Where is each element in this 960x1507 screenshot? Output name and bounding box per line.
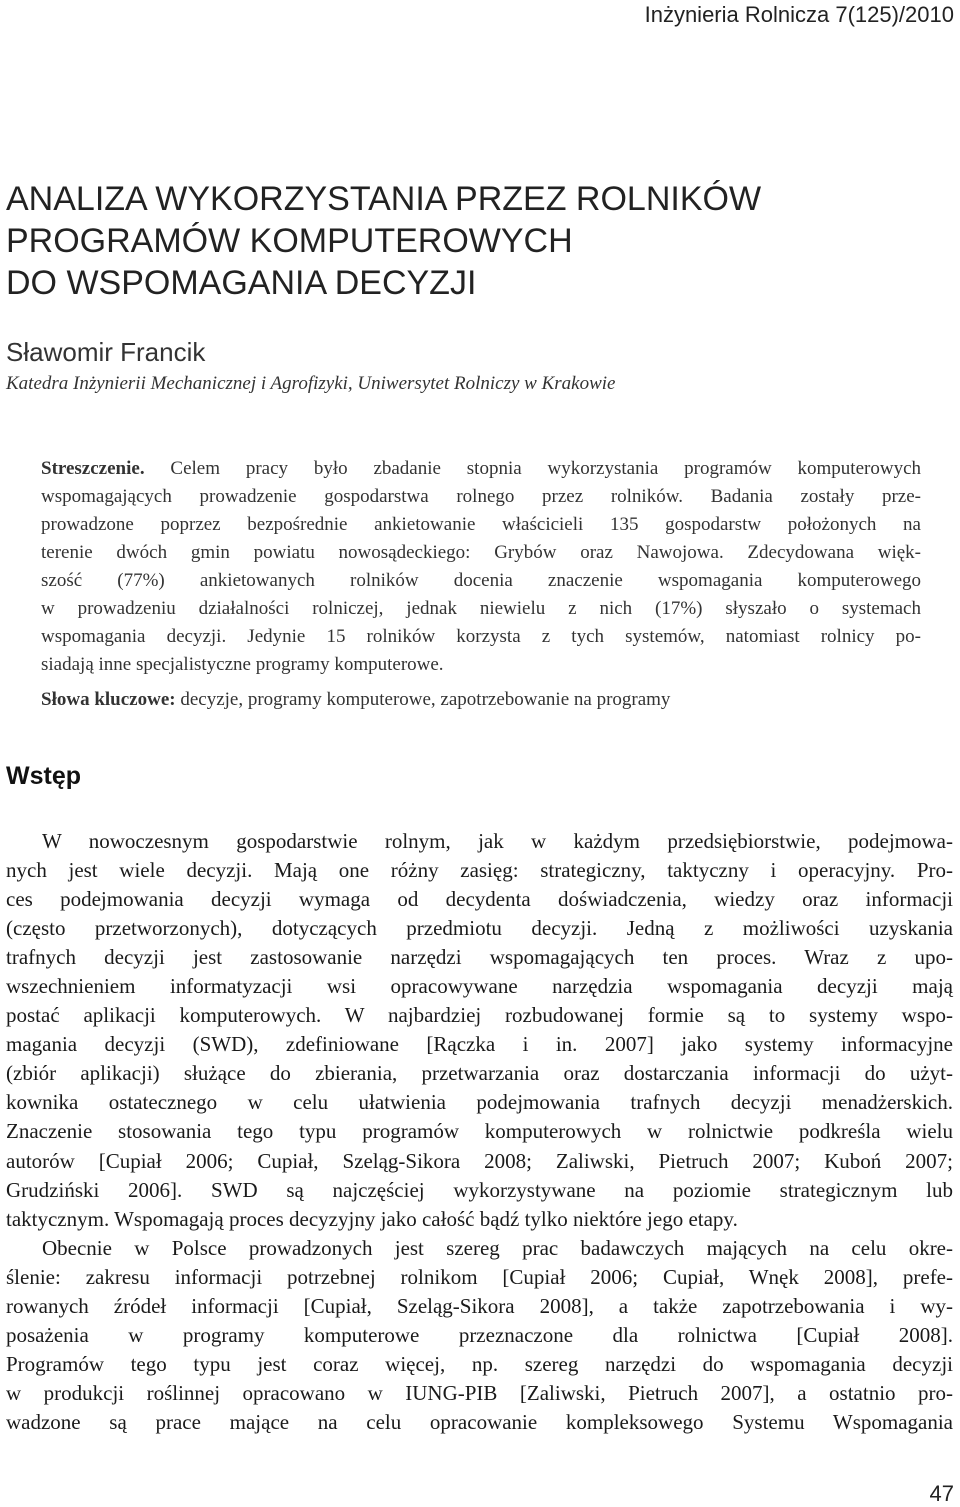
abstract-line: wspomagających prowadzenie gospodarstwa rolnego przez rolników. Badania zostały prze-: [41, 486, 921, 507]
body-line: ślenie: zakresu informacji potrzebnej rolnikom [Cupiał 2006; Cupiał, Wnęk 2008], prefe-: [6, 1264, 953, 1289]
body-line: (zbiór aplikacji) służące do zbierania, przetwarzania oraz dostarczania informacji do użyt-: [6, 1061, 953, 1086]
body-line: wadzone są prace mające na celu opracowanie kompleksowego Systemu Wspomagania: [6, 1409, 953, 1434]
author-affiliation: Katedra Inżynierii Mechanicznej i Agrofizyki, Uniwersytet Rolniczy w Krakowie: [6, 373, 616, 394]
abstract: [41, 455, 921, 679]
paper-title: [6, 178, 926, 304]
body-line: taktycznym. Wspomagają proces decyzyjny jako całość bądź tylko niektóre jego etapy.: [6, 1206, 738, 1231]
body-line: wszechnieniem informatyzacji wsi opracowywane narzędzia wspomagania decyzji mają: [6, 974, 953, 999]
section-body: [6, 827, 953, 1437]
body-line: magania decyzji (SWD), zdefiniowane [Rączka i in. 2007] jako systemy informacyjne: [6, 1032, 953, 1057]
body-line: w produkcji roślinnej opracowano w IUNG-PIB [Zaliwski, Pietruch 2007], a ostatnio pro-: [6, 1380, 953, 1405]
body-line: postać aplikacji komputerowych. W najbardziej rozbudowanej formie są to systemy wspo-: [6, 1003, 953, 1028]
author-name: Sławomir Francik: [6, 337, 206, 367]
abstract-text: Celem pracy było zbadanie stopnia wykorzystania programów komputerowych: [144, 458, 921, 479]
body-line: Grudziński 2006]. SWD są najczęściej wykorzystywane na poziomie strategicznym lub: [6, 1177, 953, 1202]
body-line: Obecnie w Polsce prowadzonych jest szereg prac badawczych mających na celu okre-: [42, 1235, 953, 1260]
body-line: W nowoczesnym gospodarstwie rolnym, jak w każdym przedsiębiorstwie, podejmowa-: [42, 829, 953, 853]
keywords-text: decyzje, programy komputerowe, zapotrzebowanie na programy: [175, 689, 671, 710]
keywords: [41, 689, 670, 711]
title-line: ANALIZA WYKORZYSTANIA PRZEZ ROLNIKÓW: [6, 180, 762, 218]
journal-header: Inżynieria Rolnicza 7(125)/2010: [644, 2, 954, 27]
abstract-line: siadają inne specjalistyczne programy komputerowe.: [41, 654, 444, 675]
body-line: trafnych decyzji jest zastosowanie narzędzi wspomagających ten proces. Wraz z upo-: [6, 945, 953, 970]
page-number: 47: [929, 1481, 954, 1506]
body-line: autorów [Cupiał 2006; Cupiał, Szeląg-Sikora 2008; Zaliwski, Pietruch 2007; Kuboń 2007;: [6, 1148, 953, 1173]
section-heading: Wstęp: [6, 762, 81, 790]
abstract-line: terenie dwóch gmin powiatu nowosądeckiego: Grybów oraz Nawojowa. Zdecydowana więk-: [41, 542, 921, 563]
title-line: PROGRAMÓW KOMPUTEROWYCH: [6, 222, 573, 260]
abstract-line: wspomagania decyzji. Jedynie 15 rolników korzysta z tych systemów, natomiast rolnicy po-: [41, 626, 921, 647]
body-line: posażenia w programy komputerowe przeznaczone dla rolnictwa [Cupiał 2008].: [6, 1322, 953, 1347]
abstract-line: szość (77%) ankietowanych rolników docenia znaczenie wspomagania komputerowego: [41, 570, 921, 591]
abstract-line: prowadzone poprzez bezpośrednie ankietowanie właścicieli 135 gospodarstw położonych na: [41, 514, 921, 535]
abstract-label: Streszczenie.: [41, 458, 145, 479]
body-line: (często przetworzonych), dotyczących przedmiotu decyzji. Jedną z możliwości uzyskania: [6, 916, 953, 941]
body-line: rowanych źródeł informacji [Cupiał, Szeląg-Sikora 2008], a także zapotrzebowania i wy-: [6, 1293, 953, 1318]
abstract-line: w prowadzeniu działalności rolniczej, jednak niewielu z nich (17%) słyszało o systemach: [41, 598, 921, 619]
body-line: ces podejmowania decyzji wymaga od decydenta doświadczenia, wiedzy oraz informacji: [6, 887, 953, 912]
keywords-label: Słowa kluczowe:: [41, 689, 176, 710]
body-line: kownika ostatecznego w celu ułatwienia podejmowania trafnych decyzji menadżerskich.: [6, 1090, 953, 1115]
title-line: DO WSPOMAGANIA DECYZJI: [6, 264, 477, 302]
body-line: nych jest wiele decyzji. Mają one różny zasięg: strategiczny, taktyczny i operacyjny. Pro-: [6, 858, 953, 883]
body-line: Znaczenie stosowania tego typu programów komputerowych w rolnictwie podkreśla wielu: [6, 1119, 953, 1144]
body-line: Programów tego typu jest coraz więcej, np. szereg narzędzi do wspomagania decyzji: [6, 1351, 953, 1376]
abstract-line: [41, 455, 921, 483]
